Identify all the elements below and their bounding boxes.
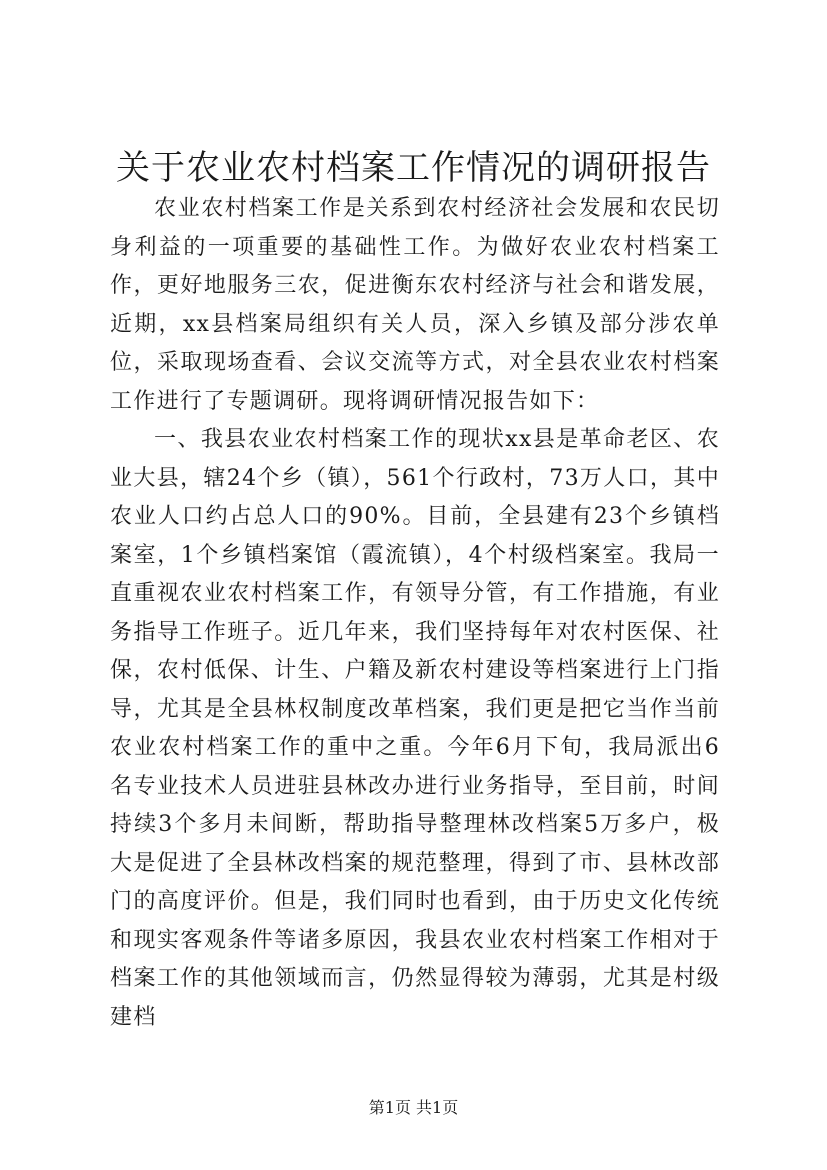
- page-footer: 第1页 共1页: [368, 1098, 459, 1117]
- paragraph-section-one: 一、我县农业农村档案工作的现状xx县是革命老区、农业大县，辖24个乡（镇），561个行政村，73万人口，其中农业人口约占总人口的90%。目前，全县建有23个乡镇档案室，1个乡镇档案馆（霞流镇），4个村级档案室。我局一直重视农业农村档案工作，有领导分管，有工作措施，有业务指导工作班子。近几年来，我们坚持每年对农村医保、社保，农村低保、计生、户籍及新农村建设等档案进行上门指导，尤其是全县林权制度改革档案，我们更是把它当作当前农业农村档案工作的重中之重。今年6月下旬，我局派出6名专业技术人员进驻县林改办进行业务指导，至目前，时间持续3个多月未间断，帮助指导整理林改档案5万多户，极大是促进了全县林改档案的规范整理，得到了市、县林改部门的高度评价。但是，我们同时也看到，由于历史文化传统和现实客观条件等诸多原因，我县农业农村档案工作相对于档案工作的其他领域而言，仍然显得较为薄弱，尤其是村级建档: [110, 427, 720, 1030]
- document-title: 关于农业农村档案工作情况的调研报告: [116, 148, 711, 188]
- paragraph-intro: 农业农村档案工作是关系到农村经济社会发展和农民切身利益的一项重要的基础性工作。为做好农业农村档案工作，更好地服务三农，促进衡东农村经济与社会和谐发展，近期，xx县档案局组织有关人员，深入乡镇及部分涉农单位，采取现场查看、会议交流等方式，对全县农业农村档案工作进行了专题调研。现将调研情况报告如下：: [110, 196, 720, 414]
- document-body: [110, 190, 720, 1037]
